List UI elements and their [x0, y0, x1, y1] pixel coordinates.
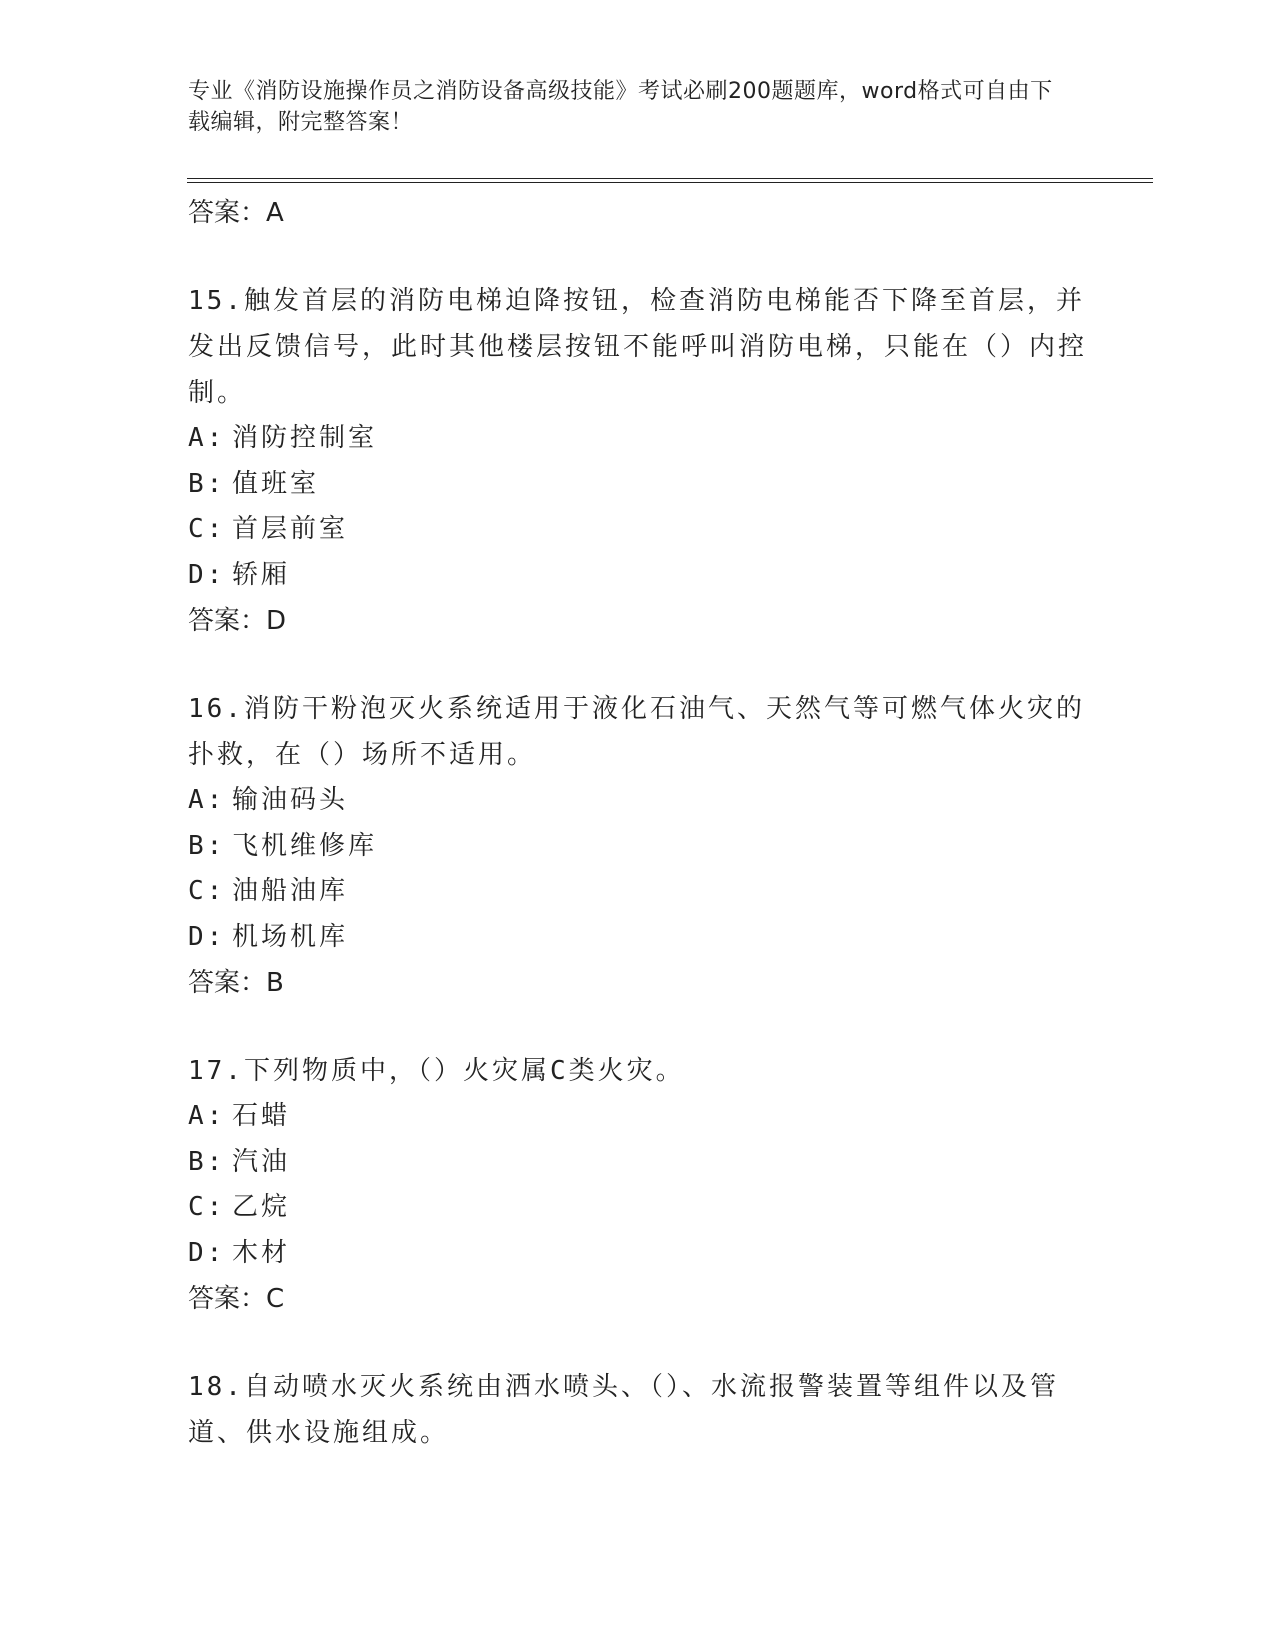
option-c: [188, 1185, 1088, 1231]
option-letter: C:: [188, 1192, 226, 1222]
option-d: [188, 553, 1088, 599]
option-d: [188, 1231, 1088, 1277]
question-text: 17.下列物质中，（）火灾属C类火灾。: [188, 1056, 685, 1086]
option-text: 乙烷: [232, 1192, 291, 1222]
header-divider-bottom: [187, 182, 1153, 183]
spacer: [188, 236, 1088, 278]
previous-answer: 答案：A: [188, 198, 284, 228]
option-text: 飞机维修库: [232, 830, 378, 861]
question-text: 18.自动喷水灭火系统由洒水喷头、（）、水流报警装置等组件以及管道、供水设施组成。: [188, 1372, 1059, 1448]
option-d: [188, 915, 1088, 961]
option-b: [188, 824, 1088, 870]
option-letter: B:: [188, 468, 226, 499]
option-letter: A:: [188, 785, 226, 815]
option-text: 石蜡: [232, 1101, 291, 1131]
option-c: [188, 507, 1088, 553]
option-letter: D:: [188, 559, 226, 590]
spacer: [188, 644, 1088, 686]
answer-line: 答案：C: [188, 1284, 285, 1314]
option-letter: D:: [188, 1237, 226, 1268]
option-letter: A:: [188, 423, 226, 453]
document-body: [188, 190, 1088, 1456]
option-c: [188, 869, 1088, 915]
page-header: 专业《消防设施操作员之消防设备高级技能》考试必刷200题题库，word格式可自由下载编辑，附完整答案！: [188, 79, 1053, 135]
question-block: [188, 1048, 1088, 1322]
option-text: 输油码头: [232, 785, 349, 815]
option-a: [188, 416, 1088, 462]
option-letter: B:: [188, 1146, 226, 1177]
answer-line: 答案：D: [188, 606, 287, 636]
option-text: 油船油库: [232, 876, 349, 906]
option-letter: D:: [188, 921, 226, 952]
option-text: 首层前室: [232, 514, 349, 544]
option-a: [188, 1094, 1088, 1140]
option-letter: B:: [188, 830, 226, 861]
option-b: [188, 1140, 1088, 1186]
option-b: [188, 462, 1088, 508]
question-block: [188, 686, 1088, 1006]
answer-line: 答案：B: [188, 968, 284, 998]
question-block: [188, 278, 1088, 644]
option-letter: C:: [188, 876, 226, 906]
spacer: [188, 1006, 1088, 1048]
option-text: 轿厢: [232, 559, 291, 590]
question-text: 16.消防干粉泡灭火系统适用于液化石油气、天然气等可燃气体火灾的扑救，在（）场所不适用。: [188, 694, 1085, 770]
option-text: 汽油: [232, 1146, 291, 1177]
spacer: [188, 1322, 1088, 1364]
option-text: 值班室: [232, 468, 320, 499]
option-text: 木材: [232, 1237, 291, 1268]
option-text: 消防控制室: [232, 423, 378, 453]
option-letter: A:: [188, 1101, 226, 1131]
question-text: 15.触发首层的消防电梯迫降按钮，检查消防电梯能否下降至首层，并发出反馈信号，此时其他楼层按钮不能呼叫消防电梯，只能在（）内控制。: [188, 286, 1088, 408]
question-block: [188, 1364, 1088, 1456]
header-divider-top: [187, 178, 1153, 179]
option-a: [188, 778, 1088, 824]
option-letter: C:: [188, 514, 226, 544]
option-text: 机场机库: [232, 921, 349, 952]
